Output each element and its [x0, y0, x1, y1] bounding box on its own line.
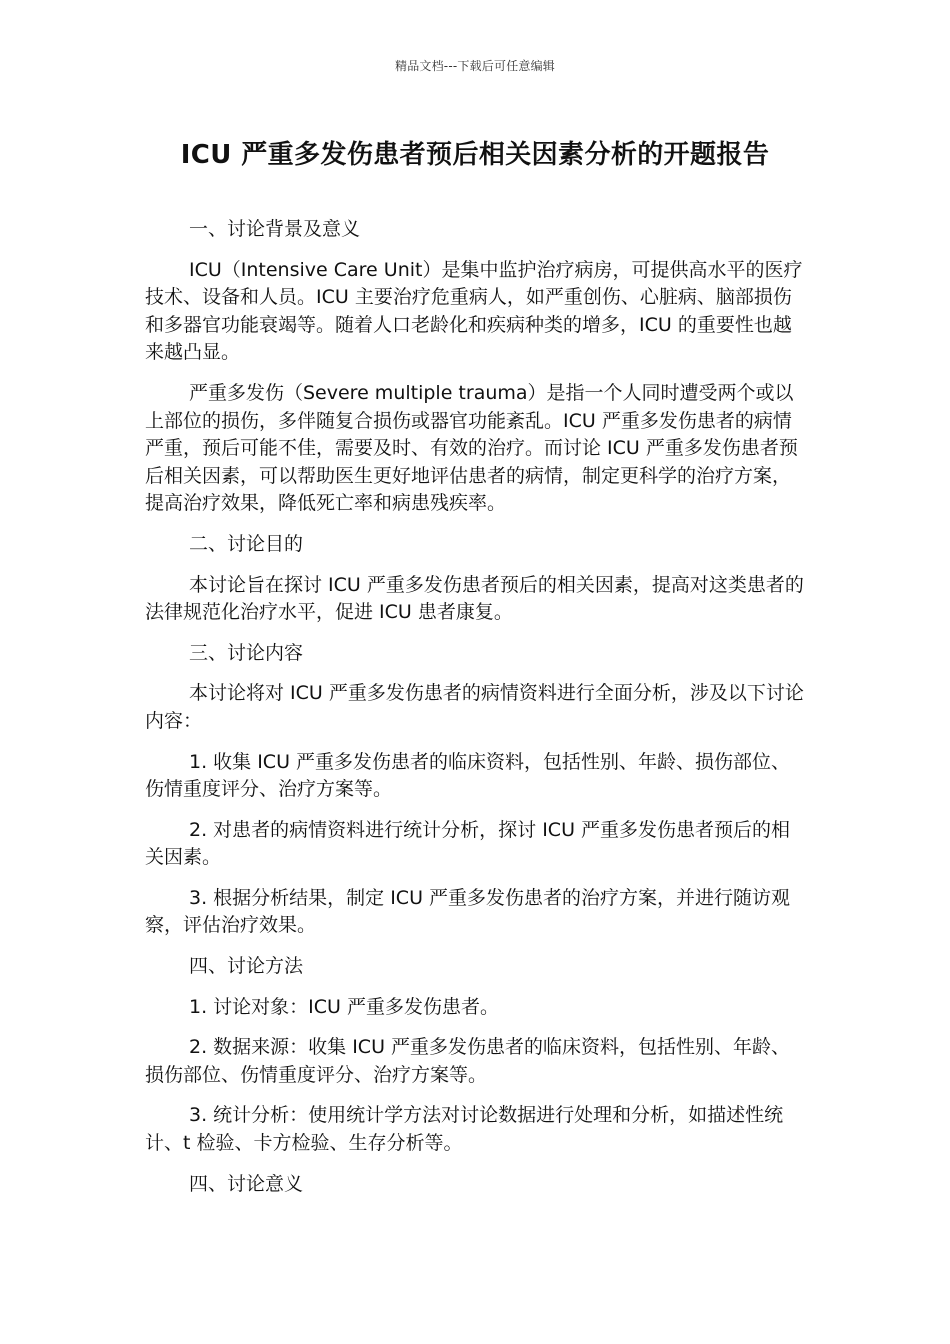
section-heading-significance: 四、讨论意义 — [189, 1172, 304, 1195]
list-item-content-3: 3. 根据分析结果，制定 ICU 严重多发伤患者的治疗方案，并进行随访观察，评估治疗效果。 — [145, 886, 791, 937]
document-title: ICU 严重多发伤患者预后相关因素分析的开题报告 — [180, 140, 770, 170]
paragraph-purpose: 本讨论旨在探讨 ICU 严重多发伤患者预后的相关因素，提高对这类患者的法律规范化治疗水平，促进 ICU 患者康复。 — [145, 573, 804, 624]
list-item-content-1: 1. 收集 ICU 严重多发伤患者的临床资料，包括性别、年龄、损伤部位、伤情重度评分、治疗方案等。 — [145, 750, 791, 801]
list-item-content-2: 2. 对患者的病情资料进行统计分析，探讨 ICU 严重多发伤患者预后的相关因素。 — [145, 818, 791, 869]
list-item-method-1: 1. 讨论对象：ICU 严重多发伤患者。 — [189, 995, 499, 1018]
section-heading-content: 三、讨论内容 — [189, 641, 304, 664]
list-item-method-3: 3. 统计分析：使用统计学方法对讨论数据进行处理和分析，如描述性统计、t 检验、卡方检验、生存分析等。 — [145, 1104, 784, 1155]
header-note: 精品文档---下载后可任意编辑 — [395, 59, 555, 73]
document-body — [145, 216, 809, 1211]
paragraph-multiple-trauma: 严重多发伤（Severe multiple trauma）是指一个人同时遭受两个或以上部位的损伤，多伴随复合损伤或器官功能紊乱。ICU 严重多发伤患者的病情严重，预后可能不佳，需要及时、有效的治疗。而讨论 ICU 严重多发伤患者预后相关因素，可以帮助医生更好地评估患者的病情，制定更科学的治疗方案，提高治疗效果，降低死亡率和病患残疾率。 — [145, 381, 798, 515]
section-heading-background: 一、讨论背景及意义 — [189, 218, 361, 240]
paragraph-content-intro: 本讨论将对 ICU 严重多发伤患者的病情资料进行全面分析，涉及以下讨论内容： — [145, 682, 804, 732]
section-heading-purpose: 二、讨论目的 — [189, 532, 304, 555]
paragraph-icu-intro: ICU（Intensive Care Unit）是集中监护治疗病房，可提供高水平的医疗技术、设备和人员。ICU 主要治疗危重病人，如严重创伤、心脏病、脑部损伤和多器官功能衰竭等。随着人口老龄化和疾病种类的增多，ICU 的重要性也越来越凸显。 — [145, 258, 803, 364]
section-heading-methods: 四、讨论方法 — [189, 955, 304, 978]
list-item-method-2: 2. 数据来源：收集 ICU 严重多发伤患者的临床资料，包括性别、年龄、损伤部位、伤情重度评分、治疗方案等。 — [145, 1036, 791, 1086]
